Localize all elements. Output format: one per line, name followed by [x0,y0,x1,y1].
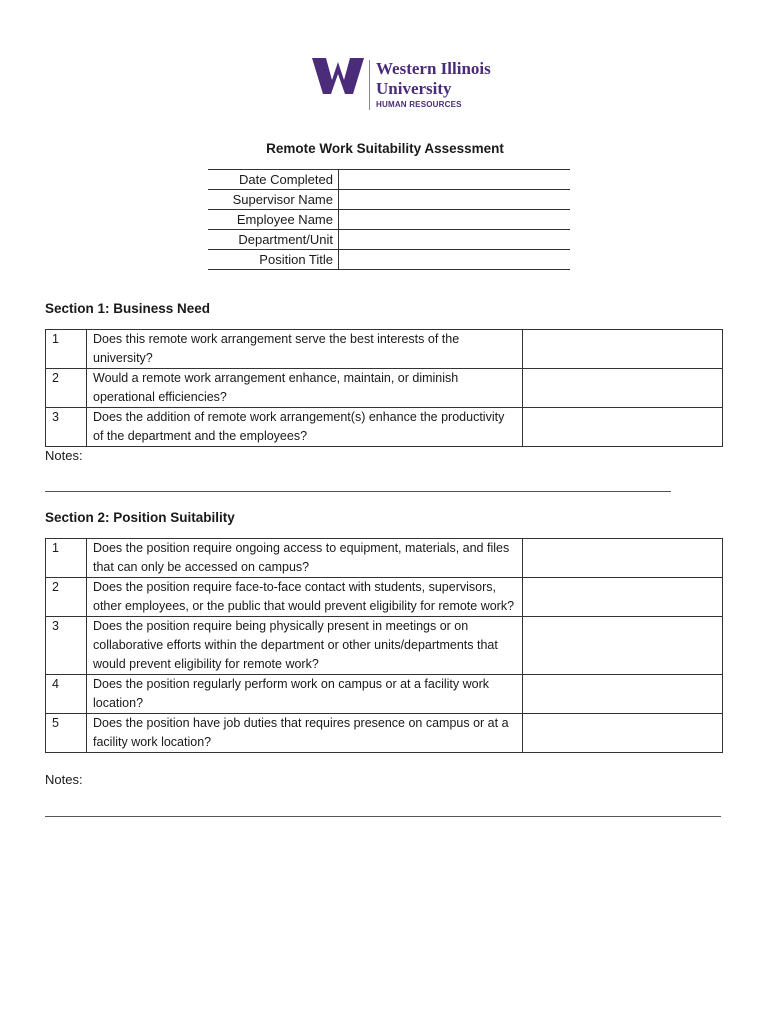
section1-title: Section 1: Business Need [45,301,211,316]
table-row [46,330,723,369]
row-answer-field[interactable] [523,539,723,578]
university-logo [312,56,502,114]
logo-divider [369,60,370,110]
row-answer-field[interactable] [523,675,723,714]
row-question: Does the position have job duties that requires presence on campus or at a facility work location? [87,714,523,753]
row-question: Does the addition of remote work arrangement(s) enhance the productivity of the department and the employees? [87,408,523,447]
info-label: Employee Name [208,210,339,230]
row-answer-field[interactable] [523,408,723,447]
info-table [208,169,570,270]
table-row [46,408,723,447]
row-number: 1 [46,330,87,369]
logo-name-line2: University [376,79,452,98]
info-row [208,170,570,190]
section1-notes-label: Notes: [45,448,83,463]
info-value-field[interactable] [339,210,571,230]
row-number: 3 [46,408,87,447]
row-number: 4 [46,675,87,714]
table-row [46,578,723,617]
section2-notes-label: Notes: [45,772,83,787]
info-row [208,250,570,270]
section1-notes-line[interactable] [45,491,671,492]
table-row [46,369,723,408]
row-number: 1 [46,539,87,578]
section2-notes-line[interactable] [45,816,721,817]
logo-subtitle: HUMAN RESOURCES [376,100,462,109]
info-value-field[interactable] [339,170,571,190]
info-row [208,210,570,230]
row-number: 2 [46,369,87,408]
document-title: Remote Work Suitability Assessment [266,141,504,156]
row-number: 5 [46,714,87,753]
row-number: 2 [46,578,87,617]
logo-wordmark [376,59,491,99]
info-value-field[interactable] [339,230,571,250]
section2-table [45,538,723,753]
row-question: Would a remote work arrangement enhance, maintain, or diminish operational efficiencies? [87,369,523,408]
row-question: Does this remote work arrangement serve the best interests of the university? [87,330,523,369]
row-answer-field[interactable] [523,617,723,675]
table-row [46,675,723,714]
row-question: Does the position require face-to-face contact with students, supervisors, other employees, or the public that would prevent eligibility for remote work? [87,578,523,617]
info-label: Date Completed [208,170,339,190]
info-label: Department/Unit [208,230,339,250]
info-row [208,230,570,250]
row-answer-field[interactable] [523,578,723,617]
table-row [46,714,723,753]
row-question: Does the position regularly perform work on campus or at a facility work location? [87,675,523,714]
info-value-field[interactable] [339,190,571,210]
info-label: Supervisor Name [208,190,339,210]
section1-table [45,329,723,447]
table-row [46,617,723,675]
info-value-field[interactable] [339,250,571,270]
info-row [208,190,570,210]
table-row [46,539,723,578]
logo-name-line1: Western Illinois [376,59,491,78]
info-label: Position Title [208,250,339,270]
w-logo-icon [312,56,364,96]
row-answer-field[interactable] [523,714,723,753]
row-number: 3 [46,617,87,675]
row-question: Does the position require ongoing access to equipment, materials, and files that can only be accessed on campus? [87,539,523,578]
row-answer-field[interactable] [523,330,723,369]
row-answer-field[interactable] [523,369,723,408]
section2-title: Section 2: Position Suitability [45,510,235,525]
row-question: Does the position require being physically present in meetings or on collaborative efforts within the department or other units/departments that would prevent eligibility for remote work? [87,617,523,675]
